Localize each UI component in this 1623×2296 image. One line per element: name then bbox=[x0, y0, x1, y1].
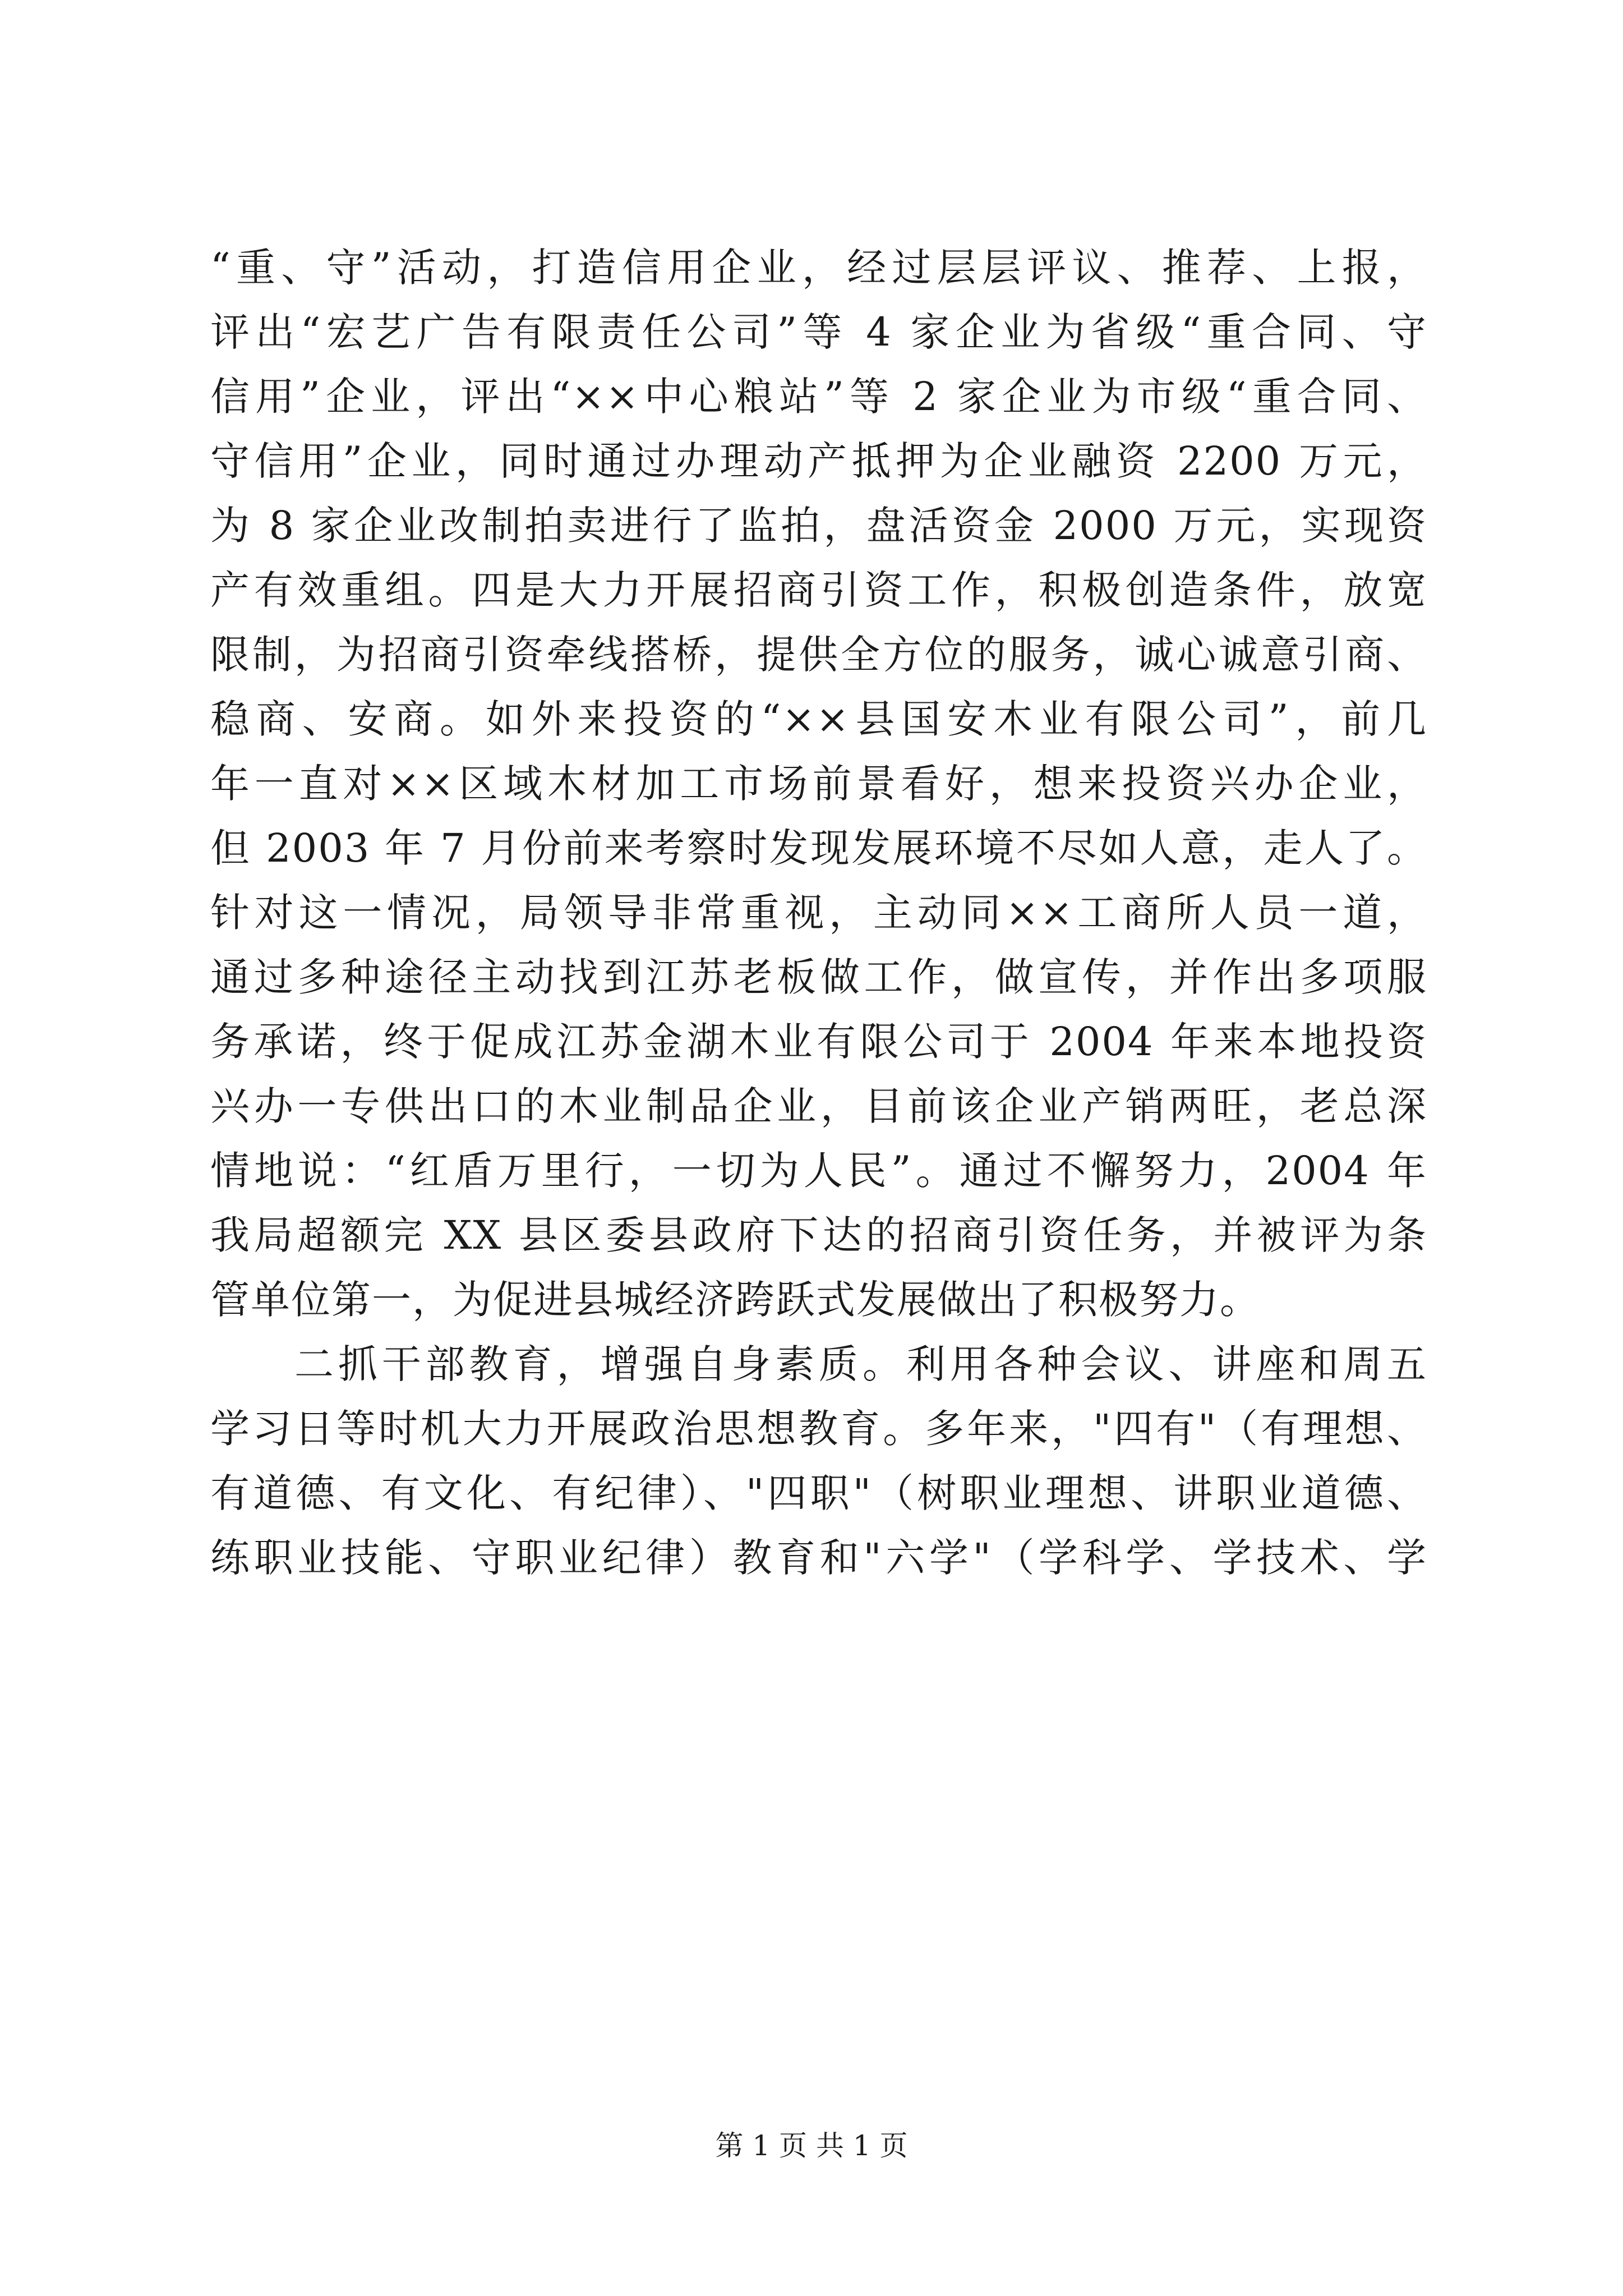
text-line: 学习日等时机大力开展政治思想教育。多年来，"四有"（有理想、 bbox=[210, 1406, 1427, 1452]
page-number-label: 第 1 页 共 1 页 bbox=[715, 2129, 908, 2162]
text-line: 有道德、有文化、有纪律）、"四职"（树职业理想、讲职业道德、 bbox=[210, 1470, 1427, 1516]
body-text bbox=[210, 236, 1427, 1590]
paragraph-start-line: 二抓干部教育，增强自身素质。利用各种会议、讲座和周五 bbox=[294, 1341, 1427, 1387]
text-line: 兴办一专供出口的木业制品企业，目前该企业产销两旺，老总深 bbox=[210, 1083, 1427, 1129]
text-line: 限制，为招商引资牵线搭桥，提供全方位的服务，诚心诚意引商、 bbox=[210, 632, 1427, 678]
text-line: 情地说：“红盾万里行，一切为人民”。通过不懈努力，2004 年 bbox=[210, 1148, 1427, 1194]
text-line: 年一直对××区域木材加工市场前景看好，想来投资兴办企业， bbox=[210, 761, 1427, 807]
page-footer bbox=[0, 2126, 1623, 2165]
text-line: 务承诺，终于促成江苏金湖木业有限公司于 2004 年来本地投资 bbox=[210, 1019, 1427, 1065]
text-line: 守信用”企业，同时通过办理动产抵押为企业融资 2200 万元， bbox=[210, 438, 1427, 484]
text-line: 产有效重组。四是大力开展招商引资工作，积极创造条件，放宽 bbox=[210, 567, 1427, 613]
text-line: “重、守”活动，打造信用企业，经过层层评议、推荐、上报， bbox=[210, 245, 1427, 291]
paragraph-end-line: 管单位第一，为促进县城经济跨跃式发展做出了积极努力。 bbox=[210, 1277, 1260, 1323]
text-line: 针对这一情况，局领导非常重视，主动同××工商所人员一道， bbox=[210, 890, 1427, 936]
text-line: 为 8 家企业改制拍卖进行了监拍，盘活资金 2000 万元，实现资 bbox=[210, 503, 1427, 549]
text-line: 我局超额完 XX 县区委县政府下达的招商引资任务，并被评为条 bbox=[210, 1212, 1427, 1258]
text-line: 通过多种途径主动找到江苏老板做工作，做宣传，并作出多项服 bbox=[210, 954, 1427, 1000]
text-line: 稳商、安商。如外来投资的“××县国安木业有限公司”，前几 bbox=[210, 696, 1427, 742]
text-line: 评出“宏艺广告有限责任公司”等 4 家企业为省级“重合同、守 bbox=[210, 309, 1427, 355]
text-line: 但 2003 年 7 月份前来考察时发现发展环境不尽如人意，走人了。 bbox=[210, 825, 1427, 871]
text-line: 练职业技能、守职业纪律）教育和"六学"（学科学、学技术、学 bbox=[210, 1535, 1427, 1581]
text-line: 信用”企业，评出“××中心粮站”等 2 家企业为市级“重合同、 bbox=[210, 374, 1427, 420]
